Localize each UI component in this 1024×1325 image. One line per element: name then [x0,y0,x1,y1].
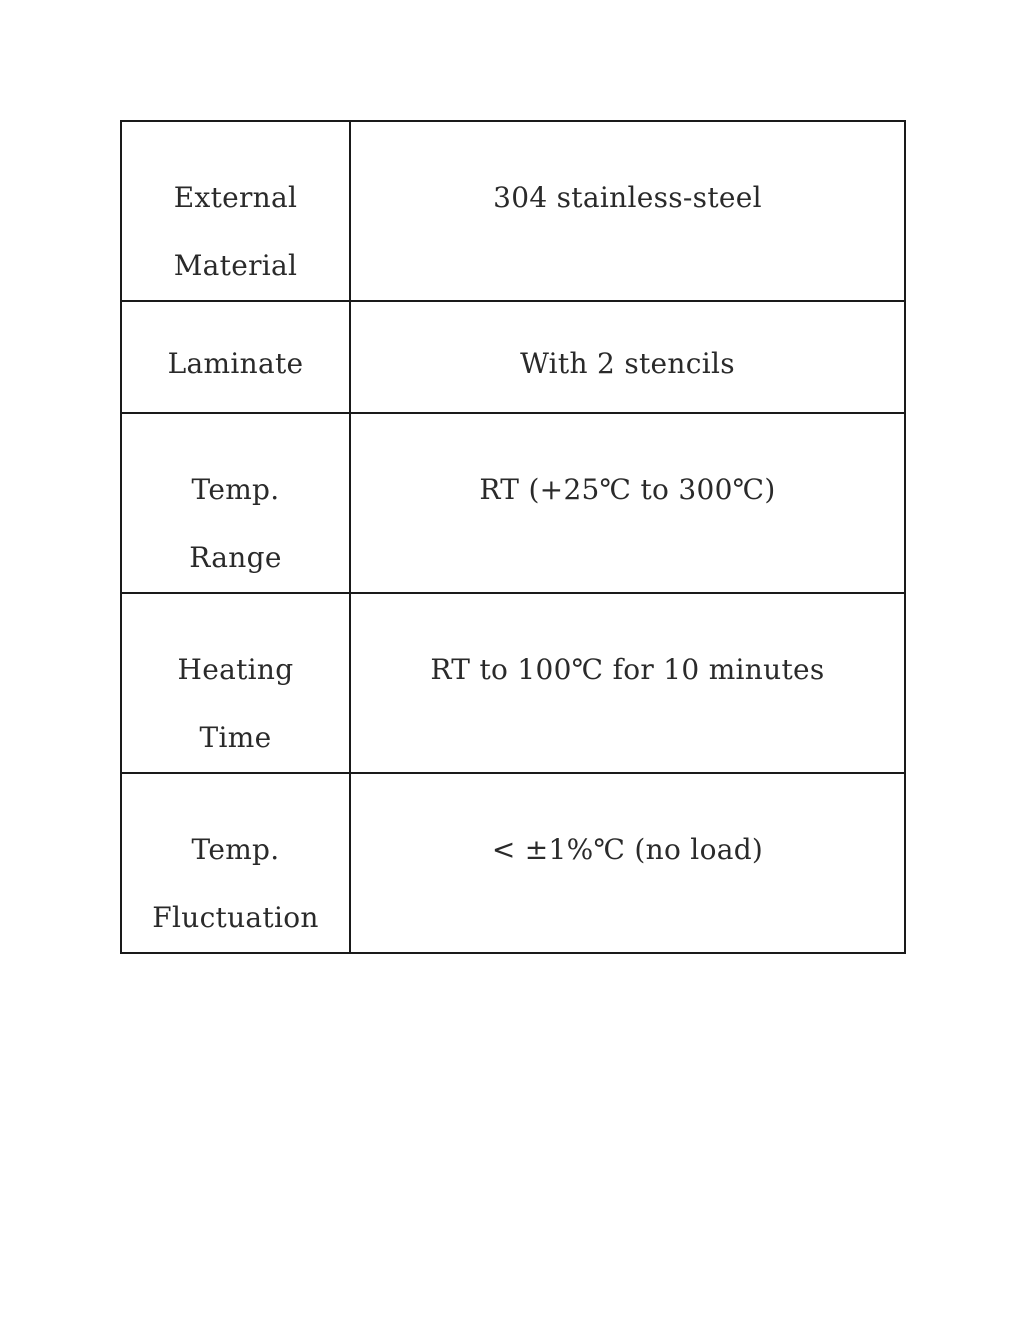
row-label-cell [121,413,350,593]
row-label: Time [199,721,272,754]
row-value-cell [350,121,905,301]
spec-table [120,120,906,954]
table-row-temp-fluctuation [121,773,905,953]
row-label: External [173,181,298,214]
row-label: Heating [177,653,294,686]
row-label-cell [121,593,350,773]
row-label: Material [173,249,298,282]
row-label-cell [121,773,350,953]
row-label-cell [121,301,350,413]
row-label: Fluctuation [152,901,319,934]
row-value-cell [350,301,905,413]
table-row-laminate [121,301,905,413]
table-row-heating-time [121,593,905,773]
row-value: RT to 100℃ for 10 minutes [430,653,825,686]
row-label: Temp. [191,473,280,506]
row-value: With 2 stencils [520,347,735,380]
row-label-cell [121,121,350,301]
row-label: Temp. [191,833,280,866]
row-value-cell [350,413,905,593]
row-value-cell [350,773,905,953]
table-row-external-material [121,121,905,301]
row-value-cell [350,593,905,773]
row-label: Range [189,541,282,574]
row-value: RT (+25℃ to 300℃) [479,473,776,506]
row-value: < ±1%℃ (no load) [491,833,764,866]
row-value: 304 stainless-steel [493,181,762,214]
row-label: Laminate [167,347,304,380]
table-row-temp-range [121,413,905,593]
